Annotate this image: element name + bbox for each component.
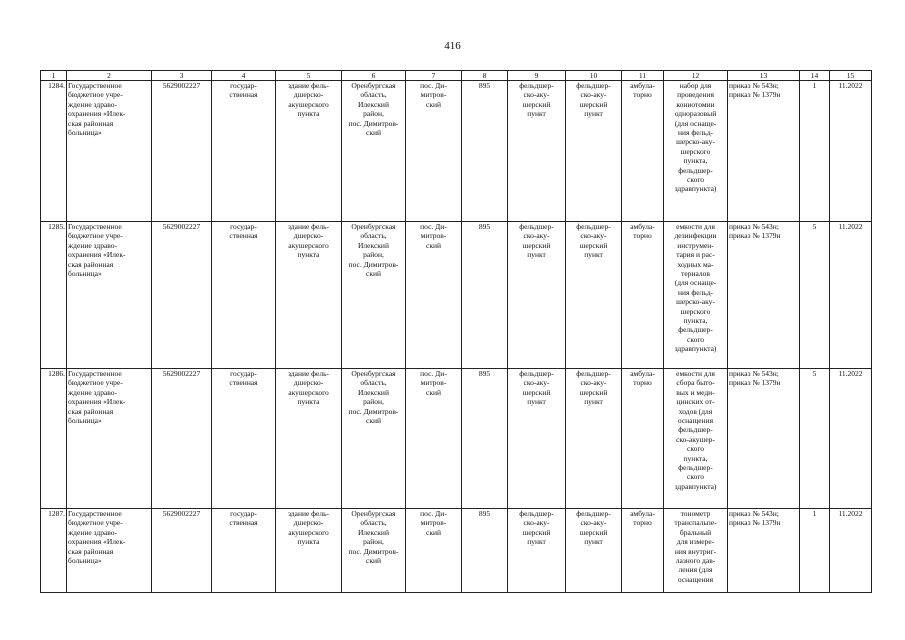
column-header: 3 [152,71,212,81]
registry-table [40,70,872,593]
order-reference: приказ № 543н; приказ № 1379н [728,222,800,369]
column-header: 12 [664,71,728,81]
ownership-form: государ- ственная [212,222,276,369]
inn-value: 5629002227 [152,81,212,222]
building-type: здание фель- дшерско- акушерского пункта [276,222,342,369]
column-header: 6 [342,71,406,81]
row-number: 1285. [41,222,67,369]
column-header: 4 [212,71,276,81]
locality: пос. Ди- митров- ский [406,509,462,593]
column-header: 15 [830,71,872,81]
column-header: 2 [67,71,152,81]
table-row [41,222,872,369]
ownership-form: государ- ственная [212,509,276,593]
header-row [41,71,872,81]
order-reference: приказ № 543н; приказ № 1379н [728,509,800,593]
column-header: 7 [406,71,462,81]
date-value: 11.2022 [830,509,872,593]
column-header: 8 [462,71,508,81]
order-reference: приказ № 543н; приказ № 1379н [728,369,800,509]
building-type: здание фель- дшерско- акушерского пункта [276,369,342,509]
care-form: амбула- торно [622,222,664,369]
column-header: 9 [508,71,566,81]
equipment-name: тонометр транспальпе- бральный для измере- ния внутриг- лазного дав- ления (для оснащения [664,509,728,593]
table-row [41,509,872,593]
column-header: 5 [276,71,342,81]
unit-type: фельдшер- ско-аку- шерский пункт [508,509,566,593]
care-form: амбула- торно [622,509,664,593]
care-form: амбула- торно [622,369,664,509]
locality: пос. Ди- митров- ский [406,369,462,509]
unit-type: фельдшер- ско-аку- шерский пункт [508,222,566,369]
table-row [41,369,872,509]
date-value: 11.2022 [830,222,872,369]
row-number: 1286. [41,369,67,509]
date-value: 11.2022 [830,369,872,509]
address: Оренбургская область, Илекский район, пос. Димитров- ский [342,222,406,369]
ownership-form: государ- ственная [212,369,276,509]
column-header: 10 [566,71,622,81]
unit-name: фельдшер- ско-аку- шерский пункт [566,509,622,593]
row-number: 1284. [41,81,67,222]
locality: пос. Ди- митров- ский [406,81,462,222]
address: Оренбургская область, Илекский район, пос. Димитров- ский [342,509,406,593]
inn-value: 5629002227 [152,369,212,509]
column-header: 14 [800,71,830,81]
unit-name: фельдшер- ско-аку- шерский пункт [566,369,622,509]
inn-value: 5629002227 [152,222,212,369]
locality: пос. Ди- митров- ский [406,222,462,369]
unit-type: фельдшер- ско-аку- шерский пункт [508,369,566,509]
order-reference: приказ № 543н; приказ № 1379н [728,81,800,222]
institution-name: Государственное бюджетное учре- ждение здраво- охранения «Илек- ская районная больница» [67,369,152,509]
institution-name: Государственное бюджетное учре- ждение здраво- охранения «Илек- ская районная больница» [67,509,152,593]
column-header: 11 [622,71,664,81]
building-type: здание фель- дшерско- акушерского пункта [276,81,342,222]
quantity: 1 [800,509,830,593]
institution-name: Государственное бюджетное учре- ждение здраво- охранения «Илек- ская районная больница» [67,222,152,369]
unit-type: фельдшер- ско-аку- шерский пункт [508,81,566,222]
inn-value: 5629002227 [152,509,212,593]
column-header: 13 [728,71,800,81]
page-number: 416 [444,40,461,52]
building-type: здание фель- дшерско- акушерского пункта [276,509,342,593]
quantity: 5 [800,369,830,509]
unit-name: фельдшер- ско-аку- шерский пункт [566,81,622,222]
date-value: 11.2022 [830,81,872,222]
ownership-form: государ- ственная [212,81,276,222]
address: Оренбургская область, Илекский район, пос. Димитров- ский [342,81,406,222]
row-number: 1287. [41,509,67,593]
column-header: 1 [41,71,67,81]
code-value: 895 [462,369,508,509]
table-row [41,81,872,222]
care-form: амбула- торно [622,81,664,222]
unit-name: фельдшер- ско-аку- шерский пункт [566,222,622,369]
code-value: 895 [462,509,508,593]
institution-name: Государственное бюджетное учре- ждение здраво- охранения «Илек- ская районная больница» [67,81,152,222]
equipment-name: емкости для дезинфекции инструмен- тария и рас- ходных ма- териалов (для оснаще- ния фельд- шерско-аку- шерского пункта, фельдшер- ского здравпункта) [664,222,728,369]
quantity: 1 [800,81,830,222]
address: Оренбургская область, Илекский район, пос. Димитров- ский [342,369,406,509]
code-value: 895 [462,81,508,222]
equipment-name: набор для проведения кониотомии одноразовый (для оснаще- ния фельд- шерско-аку- шерского пункта, фельдшер- ского здравпункта) [664,81,728,222]
equipment-name: емкости для сбора быто- вых и меди- цинских от- ходов (для оснащения фельдшер- ско-акушер- ского пункта, фельдшер- ского здравпункта) [664,369,728,509]
quantity: 5 [800,222,830,369]
code-value: 895 [462,222,508,369]
